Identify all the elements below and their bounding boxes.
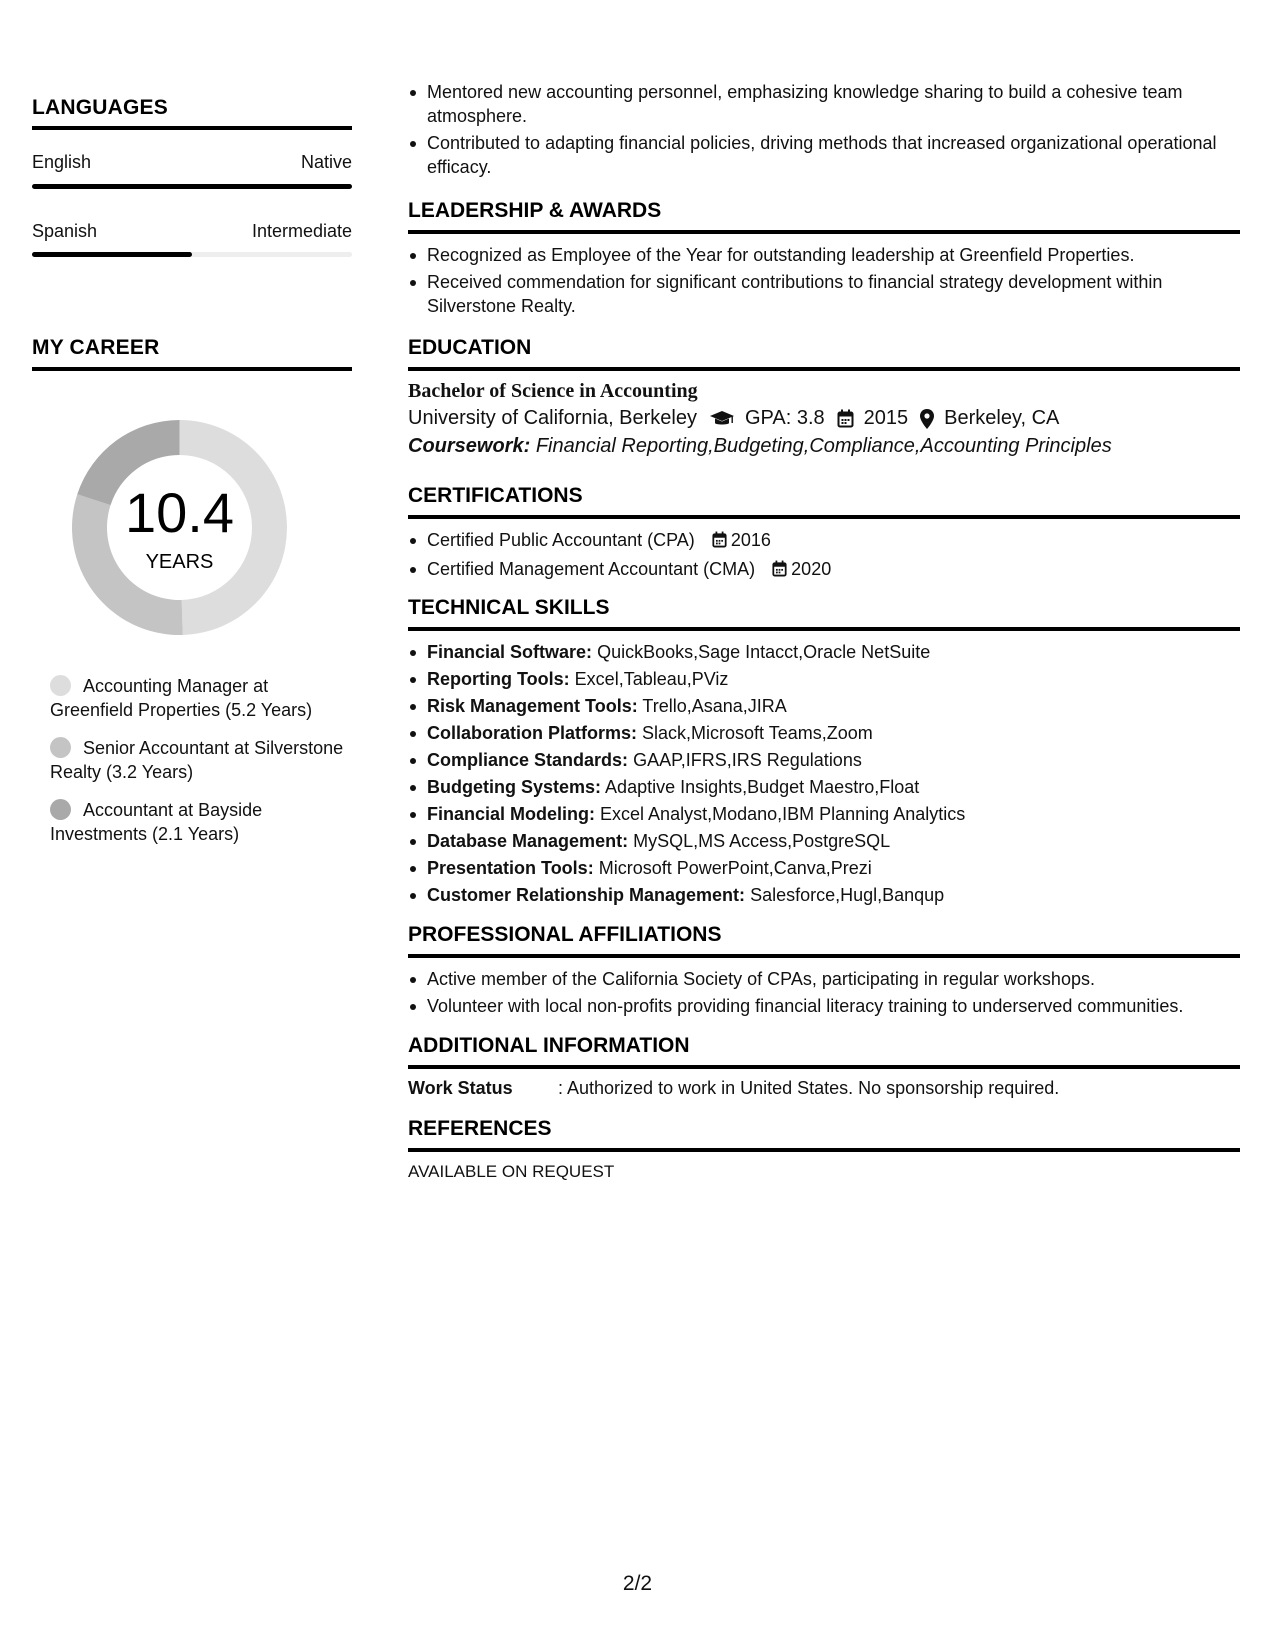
leadership-divider <box>408 230 1240 234</box>
language-name: English <box>32 152 92 172</box>
calendar-icon <box>772 559 787 583</box>
skill-item <box>408 829 1240 853</box>
additional-info-divider <box>408 1065 1240 1069</box>
skill-value: QuickBooks,Sage Intacct,Oracle NetSuite <box>597 642 931 662</box>
skill-label: Collaboration Platforms: <box>427 723 638 743</box>
experience-bullet: Mentored new accounting personnel, emphasizing knowledge sharing to build a cohesive team atmosphere. <box>408 80 1240 128</box>
leadership-title: LEADERSHIP & AWARDS <box>408 199 662 222</box>
skill-item <box>408 721 1240 745</box>
references-section <box>408 1117 1240 1182</box>
language-proficiency-fill <box>32 184 352 189</box>
skill-item <box>408 802 1240 826</box>
affiliations-section <box>408 923 1240 1018</box>
language-name: Spanish <box>32 221 98 241</box>
language-level: Intermediate <box>251 221 352 241</box>
skills-title: TECHNICAL SKILLS <box>408 596 610 619</box>
education-year: 2015 <box>863 407 909 429</box>
work-status-row <box>408 1078 1240 1099</box>
skill-item <box>408 856 1240 880</box>
skill-value: Excel Analyst,Modano,IBM Planning Analytics <box>600 804 966 824</box>
skill-value: Salesforce,Hugl,Banqup <box>750 885 945 905</box>
education-divider <box>408 367 1240 371</box>
skill-label: Budgeting Systems: <box>427 777 602 797</box>
skill-label: Compliance Standards: <box>427 750 629 770</box>
skill-item <box>408 667 1240 691</box>
language-proficiency-bar <box>32 252 352 257</box>
skill-item <box>408 694 1240 718</box>
skill-value: Microsoft PowerPoint,Canva,Prezi <box>598 858 872 878</box>
education-coursework <box>408 435 1240 458</box>
experience-bullet: Contributed to adapting financial policies, driving methods that increased organizational operational efficacy. <box>408 131 1240 179</box>
certifications-title: CERTIFICATIONS <box>408 484 583 507</box>
career-divider <box>32 367 352 371</box>
references-divider <box>408 1148 1240 1152</box>
education-location: Berkeley, CA <box>944 407 1060 429</box>
references-title: REFERENCES <box>408 1117 552 1140</box>
education-details <box>408 407 1240 430</box>
career-legend-item <box>50 798 350 846</box>
skills-section <box>408 596 1240 907</box>
career-legend-item <box>50 736 350 784</box>
skill-label: Financial Software: <box>427 642 593 662</box>
leadership-section <box>408 199 1240 318</box>
skill-value: Excel,Tableau,PViz <box>574 669 729 689</box>
certification-name: Certified Public Accountant (CPA) <box>427 530 695 550</box>
certification-item <box>408 528 1240 554</box>
skill-value: Slack,Microsoft Teams,Zoom <box>642 723 873 743</box>
affiliations-title: PROFESSIONAL AFFILIATIONS <box>408 923 722 946</box>
additional-info-section <box>408 1034 1240 1099</box>
skill-label: Risk Management Tools: <box>427 696 638 716</box>
education-section <box>408 336 1240 458</box>
page-number: 2/2 <box>622 1572 653 1595</box>
language-row <box>32 221 352 242</box>
leadership-bullet: Recognized as Employee of the Year for outstanding leadership at Greenfield Properties. <box>408 243 1240 267</box>
skills-divider <box>408 627 1240 631</box>
certifications-divider <box>408 515 1240 519</box>
skill-label: Customer Relationship Management: <box>427 885 746 905</box>
experience-continued <box>408 80 1240 179</box>
language-proficiency-fill <box>32 252 192 257</box>
calendar-icon <box>712 530 727 554</box>
language-row <box>32 152 352 173</box>
legend-dot <box>50 799 71 820</box>
legend-label: Senior Accountant at Silverstone Realty (3.2 Years) <box>50 738 344 782</box>
skill-item <box>408 640 1240 664</box>
affiliations-divider <box>408 954 1240 958</box>
work-status-label: Work Status <box>408 1078 513 1098</box>
certification-year: 2020 <box>791 559 832 579</box>
skill-value: MySQL,MS Access,PostgreSQL <box>633 831 891 851</box>
work-status-value: : Authorized to work in United States. No sponsorship required. <box>558 1078 1060 1098</box>
references-text: AVAILABLE ON REQUEST <box>408 1162 615 1181</box>
career-years-unit: YEARS <box>145 551 214 573</box>
skill-value: Trello,Asana,JIRA <box>642 696 787 716</box>
legend-dot <box>50 737 71 758</box>
skill-label: Financial Modeling: <box>427 804 596 824</box>
legend-label: Accounting Manager at Greenfield Properties (5.2 Years) <box>50 676 313 720</box>
languages-title: LANGUAGES <box>32 96 168 119</box>
certification-item <box>408 557 1240 583</box>
career-donut-chart <box>67 415 292 640</box>
certification-year: 2016 <box>730 530 771 550</box>
certification-name: Certified Management Accountant (CMA) <box>427 559 756 579</box>
skill-value: GAAP,IFRS,IRS Regulations <box>633 750 862 770</box>
skill-label: Presentation Tools: <box>427 858 594 878</box>
education-school: University of California, Berkeley <box>408 407 697 429</box>
coursework-label: Coursework: <box>408 435 531 457</box>
language-proficiency-bar <box>32 184 352 189</box>
affiliation-bullet: Active member of the California Society of CPAs, participating in regular workshops. <box>408 967 1240 991</box>
affiliation-bullet: Volunteer with local non-profits providing financial literacy training to underserved communities. <box>408 994 1240 1018</box>
legend-dot <box>50 675 71 696</box>
skill-value: Adaptive Insights,Budget Maestro,Float <box>605 777 920 797</box>
graduation-cap-icon <box>709 410 735 428</box>
calendar-icon <box>837 409 854 428</box>
career-title: MY CAREER <box>32 336 160 359</box>
career-legend-item <box>50 674 350 722</box>
education-degree: Bachelor of Science in Accounting <box>408 380 698 402</box>
skill-item <box>408 775 1240 799</box>
language-level: Native <box>300 152 352 172</box>
additional-info-title: ADDITIONAL INFORMATION <box>408 1034 690 1057</box>
map-pin-icon <box>920 409 934 429</box>
education-gpa: GPA: 3.8 <box>745 407 825 429</box>
skill-label: Database Management: <box>427 831 629 851</box>
skill-item <box>408 883 1240 907</box>
coursework-list: Financial Reporting,Budgeting,Compliance,Accounting Principles <box>535 435 1112 457</box>
languages-divider <box>32 126 352 130</box>
leadership-bullet: Received commendation for significant contributions to financial strategy development within Silverstone Realty. <box>408 270 1240 318</box>
career-total-years: 10.4 <box>125 481 234 544</box>
legend-label: Accountant at Bayside Investments (2.1 Years) <box>50 800 263 844</box>
skill-label: Reporting Tools: <box>427 669 570 689</box>
education-title: EDUCATION <box>408 336 532 359</box>
certifications-section <box>408 484 1240 583</box>
skill-item <box>408 748 1240 772</box>
